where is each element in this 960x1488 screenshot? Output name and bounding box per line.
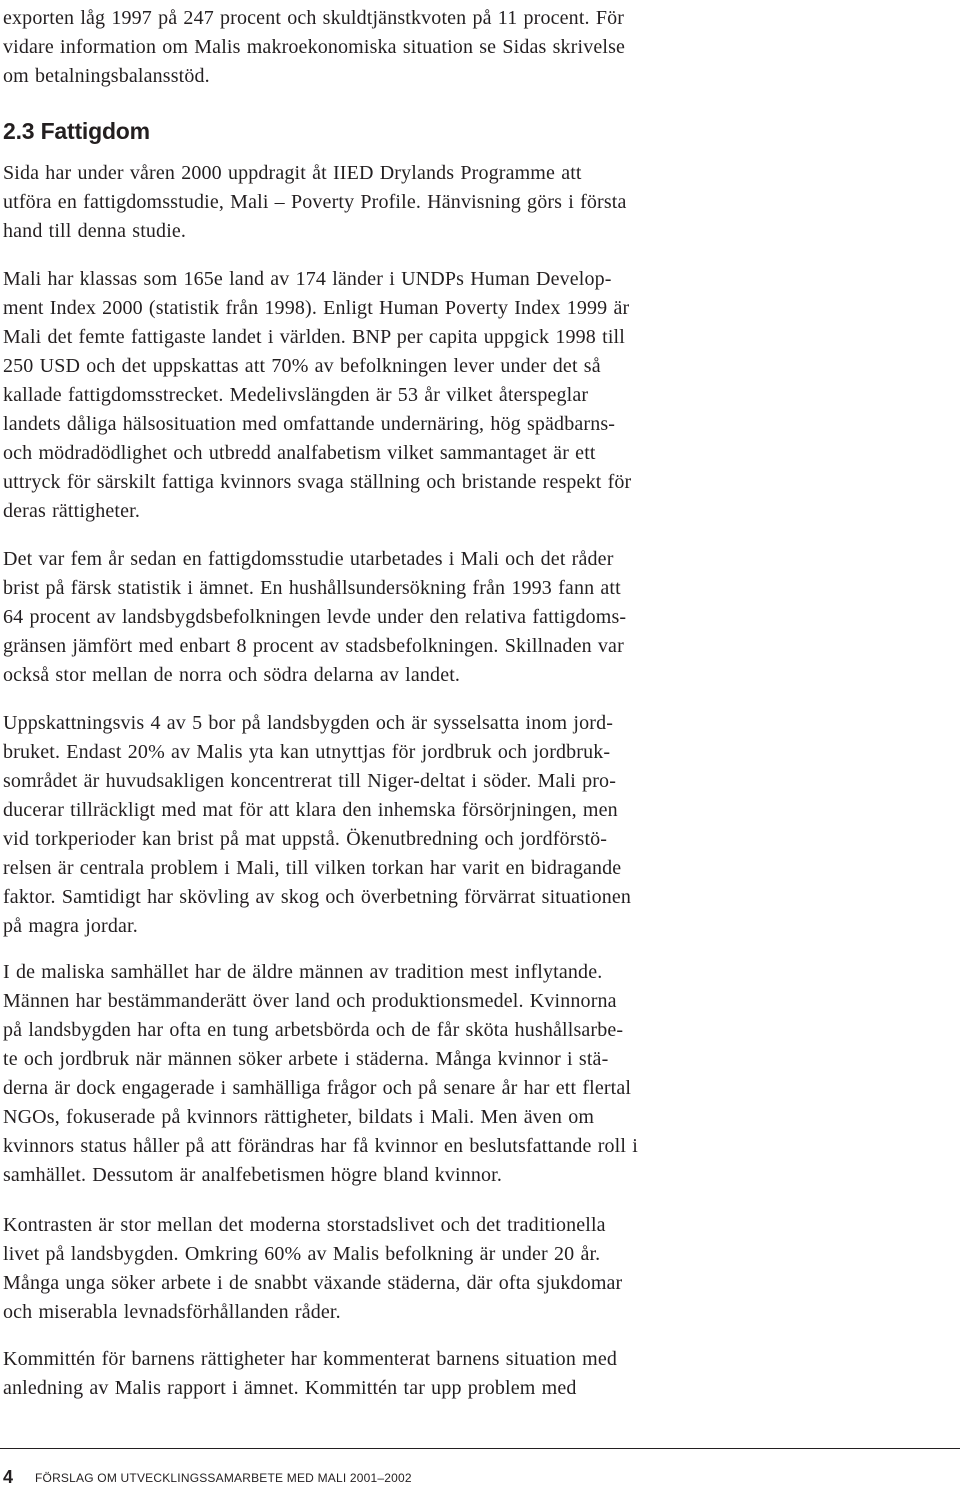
text-line: uttryck för särskilt fattiga kvinnors svaga ställning och bristande respekt för [3,471,632,493]
text-line: I de maliska samhället har de äldre männen av tradition mest inflytande. [3,961,603,983]
text-line: Uppskattningsvis 4 av 5 bor på landsbygden och är sysselsatta inom jord- [3,712,614,734]
text-line: landets dåliga hälsosituation med omfattande undernäring, hög spädbarns- [3,413,616,435]
text-line: vid torkperioder kan brist på mat uppstå. Ökenutbredning och jordförstö- [3,828,608,850]
text-line: också stor mellan de norra och södra delarna av landet. [3,664,461,686]
text-line: på magra jordar. [3,915,138,937]
text-line: Mali har klassas som 165e land av 174 länder i UNDPs Human Develop- [3,268,612,290]
text-line: brist på färsk statistik i ämnet. En hushållsundersökning från 1993 fann att [3,577,621,599]
text-line: Sida har under våren 2000 uppdragit åt IIED Drylands Programme att [3,162,582,184]
text-line: exporten låg 1997 på 247 procent och skuldtjänstkvoten på 11 procent. För [3,7,625,29]
text-line: gränsen jämfört med enbart 8 procent av stadsbefolkningen. Skillnaden var [3,635,624,657]
text-line: sområdet är huvudsakligen koncentrerat till Niger-deltat i söder. Mali pro- [3,770,617,792]
text-line: NGOs, fokuserade på kvinnors rättigheter, bildats i Mali. Men även om [3,1106,595,1128]
text-line: på landsbygden har ofta en tung arbetsbörda och de får sköta hushållsarbe- [3,1019,624,1041]
text-line: anledning av Malis rapport i ämnet. Kommittén tar upp problem med [3,1377,577,1399]
text-line: Kommittén för barnens rättigheter har kommenterat barnens situation med [3,1348,618,1370]
text-line: vidare information om Malis makroekonomiska situation se Sidas skrivelse [3,36,626,58]
text-line: ment Index 2000 (statistik från 1998). Enligt Human Poverty Index 1999 är [3,297,630,319]
text-line: relsen är centrala problem i Mali, till vilken torkan har varit en bidragande [3,857,622,879]
text-line: och miserabla levnadsförhållanden råder. [3,1301,341,1323]
text-line: kvinnors status håller på att förändras har få kvinnor en beslutsfattande roll i [3,1135,638,1157]
text-line: te och jordbruk när männen söker arbete i städerna. Många kvinnor i stä- [3,1048,609,1070]
running-footer-title: FÖRSLAG OM UTVECKLINGSSAMARBETE MED MALI 2001–2002 [35,1471,412,1485]
text-line: om betalningsbalansstöd. [3,65,210,87]
text-line: Männen har bestämmanderätt över land och produktionsmedel. Kvinnorna [3,990,617,1012]
text-line: 64 procent av landsbygdsbefolkningen levde under den relativa fattigdoms- [3,606,627,628]
text-line: bruket. Endast 20% av Malis yta kan utnyttjas för jordbruk och jordbruk- [3,741,611,763]
text-line: derna är dock engagerade i samhälliga frågor och på senare år har ett flertal [3,1077,632,1099]
text-line: faktor. Samtidigt har skövling av skog och överbetning förvärrat situationen [3,886,632,908]
text-line: 250 USD och det uppskattas att 70% av befolkningen lever under det så [3,355,601,377]
text-line: ducerar tillräckligt med mat för att klara den inhemska försörjningen, men [3,799,618,821]
text-line: Kontrasten är stor mellan det moderna storstadslivet och det traditionella [3,1214,606,1236]
text-line: hand till denna studie. [3,220,187,242]
page-number: 4 [3,1467,14,1487]
text-line: kallade fattigdomsstrecket. Medelivslängden är 53 år vilket återspeglar [3,384,589,406]
text-line: samhället. Dessutom är analfebetismen högre bland kvinnor. [3,1164,503,1186]
text-line: utföra en fattigdomsstudie, Mali – Poverty Profile. Hänvisning görs i första [3,191,627,213]
footer-rule [0,1448,960,1449]
text-line: livet på landsbygden. Omkring 60% av Malis befolkning är under 20 år. [3,1243,601,1265]
text-line: Det var fem år sedan en fattigdomsstudie utarbetades i Mali och det råder [3,548,614,570]
text-line: Många unga söker arbete i de snabbt växande städerna, där ofta sjukdomar [3,1272,623,1294]
section-heading: 2.3 Fattigdom [3,118,150,144]
text-line: Mali det femte fattigaste landet i världen. BNP per capita uppgick 1998 till [3,326,625,348]
text-line: deras rättigheter. [3,500,140,522]
text-line: och mödradödlighet och utbredd analfabetism vilket sammantaget är ett [3,442,596,464]
